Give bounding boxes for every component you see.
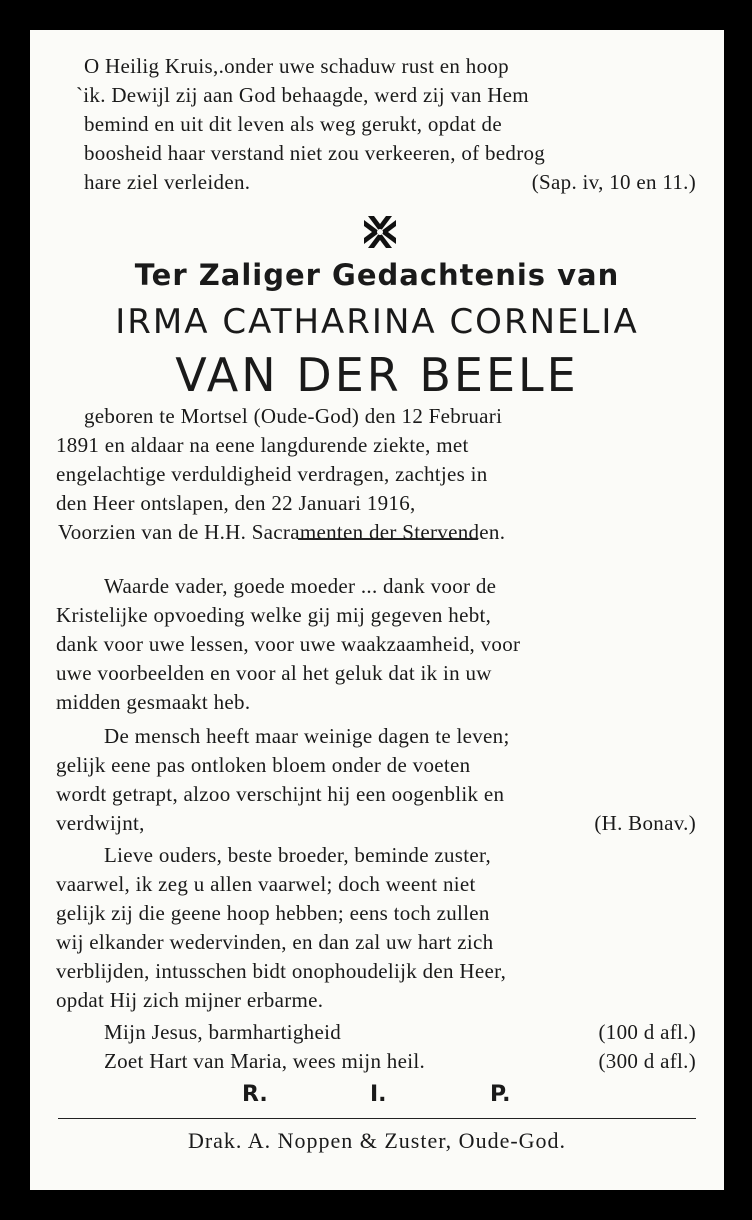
verse-text: bemind en uit dit leven als weg gerukt, opdat de bbox=[84, 112, 502, 136]
message-text: opdat Hij zich mijner erbarme. bbox=[56, 988, 324, 1012]
message-text: midden gesmaakt heb. bbox=[56, 690, 251, 714]
indulgence: (100 d afl.) bbox=[598, 1020, 696, 1044]
prayer-line bbox=[104, 1047, 696, 1075]
bio-text: 1891 en aldaar na eene langdurende ziekte, met bbox=[56, 433, 469, 457]
message-text: De mensch heeft maar weinige dagen te leven; bbox=[104, 724, 510, 748]
divider bbox=[58, 1118, 696, 1119]
indulgence: (300 d afl.) bbox=[598, 1049, 696, 1073]
bio-line bbox=[56, 489, 696, 517]
verse-text: boosheid haar verstand niet zou verkeeren, of bedrog bbox=[84, 141, 546, 165]
message-line bbox=[104, 841, 696, 869]
bio-line bbox=[56, 431, 696, 459]
rip-letter: I. bbox=[370, 1082, 387, 1107]
message-line bbox=[56, 986, 696, 1014]
memorial-heading: Ter Zaliger Gedachtenis van bbox=[134, 258, 620, 292]
verse-line bbox=[84, 52, 696, 80]
printer-credit: Drak. A. Noppen & Zuster, Oude-God. bbox=[187, 1128, 567, 1153]
verse-reference: (Sap. iv, 10 en 11.) bbox=[531, 170, 696, 194]
verse-text: O Heilig Kruis,.onder uwe schaduw rust en hoop bbox=[84, 54, 509, 78]
message-text: wordt getrapt, alzoo verschijnt hij een oogenblik en bbox=[56, 782, 505, 806]
message-text: vaarwel, ik zeg u allen vaarwel; doch weent niet bbox=[56, 872, 476, 896]
cross-icon bbox=[360, 212, 400, 252]
message-line bbox=[56, 899, 696, 927]
bio-text: engelachtige verduldigheid verdragen, zachtjes in bbox=[56, 462, 488, 486]
verse-text: `ik. Dewijl zij aan God behaagde, werd zij van Hem bbox=[76, 83, 529, 107]
bio-text: geboren te Mortsel (Oude-God) den 12 Februari bbox=[84, 404, 503, 428]
memorial-card bbox=[30, 30, 724, 1190]
bio-line bbox=[84, 402, 696, 430]
bio-line bbox=[56, 460, 696, 488]
message-line bbox=[56, 870, 696, 898]
prayer-text: Zoet Hart van Maria, wees mijn heil. bbox=[104, 1049, 426, 1073]
message-line bbox=[56, 601, 696, 629]
message-line bbox=[104, 722, 696, 750]
message-line bbox=[56, 809, 696, 837]
surname: VAN DER BEELE bbox=[175, 348, 579, 402]
bio-line bbox=[58, 518, 696, 546]
message-text: Lieve ouders, beste broeder, beminde zuster, bbox=[104, 843, 492, 867]
message-line bbox=[56, 780, 696, 808]
rip-letter: R. bbox=[242, 1082, 268, 1107]
given-names: IRMA CATHARINA CORNELIA bbox=[115, 302, 639, 342]
verse-text: hare ziel verleiden. bbox=[84, 170, 251, 194]
verse-line bbox=[84, 168, 696, 196]
message-line bbox=[56, 630, 696, 658]
verse-line bbox=[84, 139, 696, 167]
message-line bbox=[56, 659, 696, 687]
message-text: verdwijnt, bbox=[56, 811, 145, 835]
verse-line bbox=[76, 81, 696, 109]
message-line bbox=[104, 572, 696, 600]
message-text: gelijk zij die geene hoop hebben; eens toch zullen bbox=[56, 901, 490, 925]
message-line bbox=[56, 751, 696, 779]
prayer-text: Mijn Jesus, barmhartigheid bbox=[104, 1020, 342, 1044]
message-text: gelijk eene pas ontloken bloem onder de voeten bbox=[56, 753, 471, 777]
message-text: uwe voorbeelden en voor al het geluk dat ik in uw bbox=[56, 661, 492, 685]
message-line bbox=[56, 957, 696, 985]
rip-letter: P. bbox=[490, 1082, 511, 1107]
message-text: verblijden, intusschen bidt onophoudelijk den Heer, bbox=[56, 959, 507, 983]
message-line bbox=[56, 688, 696, 716]
prayer-line bbox=[104, 1018, 696, 1046]
message-line bbox=[56, 928, 696, 956]
message-text: wij elkander wedervinden, en dan zal uw hart zich bbox=[56, 930, 494, 954]
verse-line bbox=[84, 110, 696, 138]
message-text: Kristelijke opvoeding welke gij mij gegeven hebt, bbox=[56, 603, 492, 627]
message-text: dank voor uwe lessen, voor uwe waakzaamheid, voor bbox=[56, 632, 521, 656]
divider bbox=[298, 538, 478, 540]
bio-text: Voorzien van de H.H. Sacramenten der Stervenden. bbox=[58, 520, 506, 544]
bio-text: den Heer ontslapen, den 22 Januari 1916, bbox=[56, 491, 416, 515]
message-text: Waarde vader, goede moeder ... dank voor de bbox=[104, 574, 497, 598]
quote-reference: (H. Bonav.) bbox=[594, 811, 696, 835]
